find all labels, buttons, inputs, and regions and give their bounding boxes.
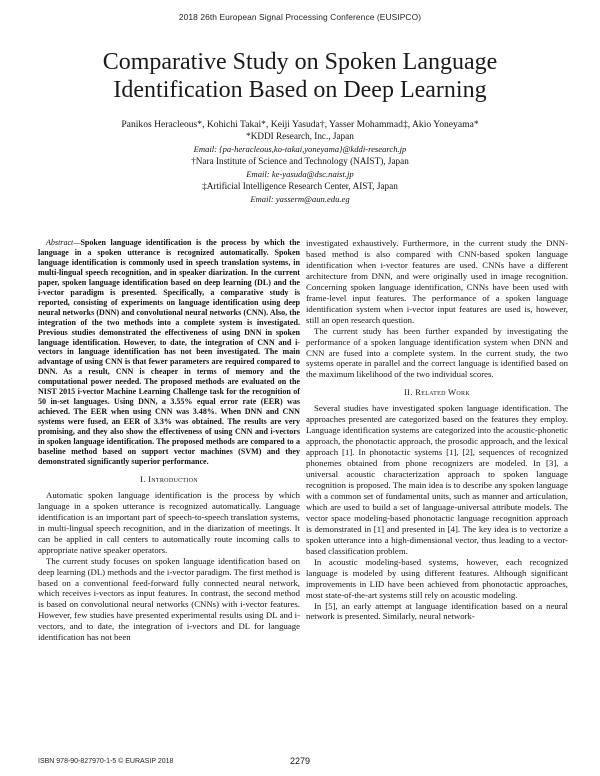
intro-paragraph-3: The current study has been further expanded by investigating the performance of a spoken language identification system when DNN and CNN are fused into a complete system. In the current study, the two systems operate in parallel and the correct language is identified based on the maximum likelihood of the two individual scores.: [306, 325, 568, 380]
section-heading-introduction: I. Introduction: [140, 473, 198, 484]
intro-continued-paragraph: investigated exhaustively. Furthermore, in the current study the DNN-based method is also compared with CNN-based spoken language identification when i-vector features are used. CNNs have a different architecture from DNN, and were originally used in image recognition. Concerning spoken language identification, CNNs have been used with frame-level input features. The performance of a spoken language identification system when i-vector input features are used is, however, still an open research question.: [306, 238, 568, 325]
section-heading-related-work: II. Related Work: [404, 387, 470, 398]
abstract: [38, 238, 300, 467]
page-number: 2279: [289, 756, 311, 766]
affiliation-aist: ‡Artificial Intelligence Research Center, AIST, Japan: [202, 181, 398, 191]
right-column: [306, 238, 568, 622]
author-list: Panikos Heracleous*, Kohichi Takai*, Keiji Yasuda†, Yasser Mohammad‡, Akio Yoneyama*: [121, 119, 479, 130]
title-line-2: Identification Based on Deep Learning: [113, 77, 487, 103]
email-aist: Email: yasserm@aun.edu.eg: [250, 194, 350, 204]
related-paragraph-1: Several studies have investigated spoken language identification. The approaches presented are categorized based on the features they employ. Language identification systems are categorized into the acoustic-phonetic approach, the phonotactic approach, the prosodic approach, and the lexical approach [1]. In phonotactic systems [1], [2], sequences of recognized phonemes obtained from phone recognizers are modeled. In [3], a universal acoustic characterization approach to spoken language recognition is proposed. The main idea is to describe any spoken language with a common set of fundamental units, such as manner and articulation, which are used to build a set of language-universal attribute models. The vector space modeling-based phonotactic language recognition approach is demonstrated in [1] and presented in [4]. The key idea is to vectorize a spoken utterance into a high-dimensional vector, thus leading to a vector-based classification problem.: [306, 403, 568, 556]
abstract-body: Spoken language identification is the process by which the language in a spoken utterance is recognized automatically. Spoken language identification is commonly used in speech translation systems, in multi-lingual speech recognition, and in speaker diarization. In the current paper, spoken language identification based on deep learning (DL) and the i-vector paradigm is presented. Specifically, a comparative study is reported, consisting of experiments on language identification using deep neural networks (DNN) and convolutional neural networks (CNN). Also, the integration of the two methods into a complete system is investigated. Previous studies demonstrated the effectiveness of using DNN in spoken language identification. However, to date, the integration of CNN and i-vectors in language identification has not been investigated. The main advantage of using CNN is that fewer parameters are required compared to DNN. As a result, CNN is cheaper in terms of memory and the computational power needed. The proposed methods are evaluated on the NIST 2015 i-vector Machine Learning Challenge task for the recognition of 50 in-set languages. Using DNN, a 3.55% equal error rate (EER) was achieved. The EER when using CNN was 3.48%. When DNN and CNN systems were fused, an EER of 3.3% was obtained. The results are very promising, and they also show the effectiveness of using CNN and i-vectors in spoken language identification. The proposed methods are compared to a baseline method based on support vector machines (SVM) and they demonstrated significantly superior performance.: [38, 238, 300, 466]
intro-paragraph-1: Automatic spoken language identification is the process by which language in a spoken utterance is recognized automatically. Language identification is an important part of speech-to-speech translation systems, in multi-lingual speech recognition, and in the diarization of meetings. It can be applied in call centers to automatically route incoming calls to appropriate native speaker operators.: [38, 489, 300, 555]
email-kddi: Email: {pa-heracleous,ko-takai,yoneyama}@kddi-research.jp: [193, 144, 407, 154]
abstract-lead: Abstract—: [46, 238, 81, 247]
intro-paragraph-2: The current study focuses on spoken language identification based on deep learning (DL) methods and the i-vector paradigm. The first method is based on a conventional feed-forward fully connected neural network, which receives i-vectors as input features. In contrast, the second method is based on convolutional neural networks (CNNs) with i-vector features. However, few studies have presented experimental results using DL and i-vectors, and to date, the integration of i-vectors and DL for language identification has not been: [38, 555, 300, 643]
related-paragraph-3: In [5], an early attempt at language identification based on a neural network is presented. Similarly, neural network-: [306, 600, 568, 622]
title-line-1: Comparative Study on Spoken Language: [102, 49, 498, 75]
footer-isbn: ISBN 978-90-827970-1-5 © EURASIP 2018: [38, 758, 174, 765]
email-naist: Email: ke-yasuda@dsc.naist.jp: [246, 169, 354, 179]
paper-title: [40, 48, 560, 104]
conference-header: 2018 26th European Signal Processing Conference (EUSIPCO): [178, 12, 422, 22]
affiliation-naist: †Nara Institute of Science and Technology (NAIST), Japan: [191, 156, 409, 166]
affiliation-kddi: *KDDI Research, Inc., Japan: [246, 131, 354, 141]
left-column: [38, 238, 300, 643]
related-paragraph-2: In acoustic modeling-based systems, however, each recognized language is modeled by using different features. Although significant improvements in LID have been achieved from phonotactic approaches, most state-of-the-art systems still rely on acoustic modeling.: [306, 556, 568, 600]
